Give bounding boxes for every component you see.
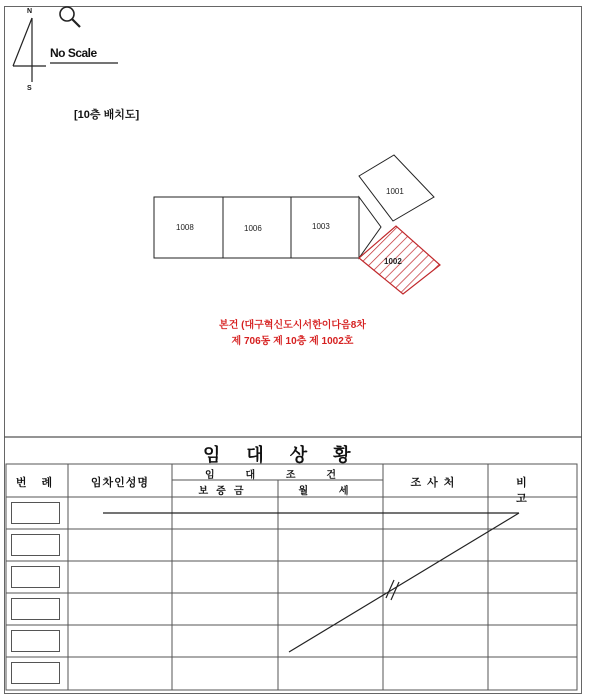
header-monthly-rent: 월 세 — [298, 486, 363, 497]
south-label: S — [27, 85, 32, 92]
caption-line-1: 본건 (대구혁신도시서한이다음8차 — [219, 320, 366, 331]
header-deposit: 보증금 — [198, 486, 252, 497]
header-lease-terms: 임 대 조 건 — [205, 470, 350, 481]
unit-label-1002: 1002 — [384, 257, 402, 266]
header-survey-source: 조사처 — [410, 477, 461, 489]
header-remarks: 비 고 — [516, 477, 549, 505]
void-mark-lines — [103, 513, 519, 652]
floor-plan — [154, 155, 440, 294]
row-number-box[interactable] — [11, 534, 60, 556]
row-number-box[interactable] — [11, 598, 60, 620]
north-arrow-icon — [13, 18, 46, 82]
floor-plan-title: [10층 배치도] — [74, 109, 140, 121]
caption-line-2: 제 706동 제 10층 제 1002호 — [231, 336, 354, 347]
rental-status-title: 임대상황 — [203, 445, 377, 465]
unit-label-1003: 1003 — [312, 222, 330, 231]
scale-note: No Scale — [50, 46, 97, 60]
header-number: 번 례 — [15, 477, 59, 489]
unit-label-1008: 1008 — [176, 223, 194, 232]
header-tenant-name: 임차인성명 — [90, 477, 150, 489]
unit-label-1006: 1006 — [244, 224, 262, 233]
magnifier-icon[interactable] — [60, 7, 80, 27]
row-number-box[interactable] — [11, 662, 60, 684]
subject-property-caption — [160, 318, 425, 350]
row-number-box[interactable] — [11, 566, 60, 588]
row-number-box[interactable] — [11, 630, 60, 652]
row-number-box[interactable] — [11, 502, 60, 524]
north-label: N — [27, 8, 33, 15]
unit-label-1001: 1001 — [386, 187, 404, 196]
